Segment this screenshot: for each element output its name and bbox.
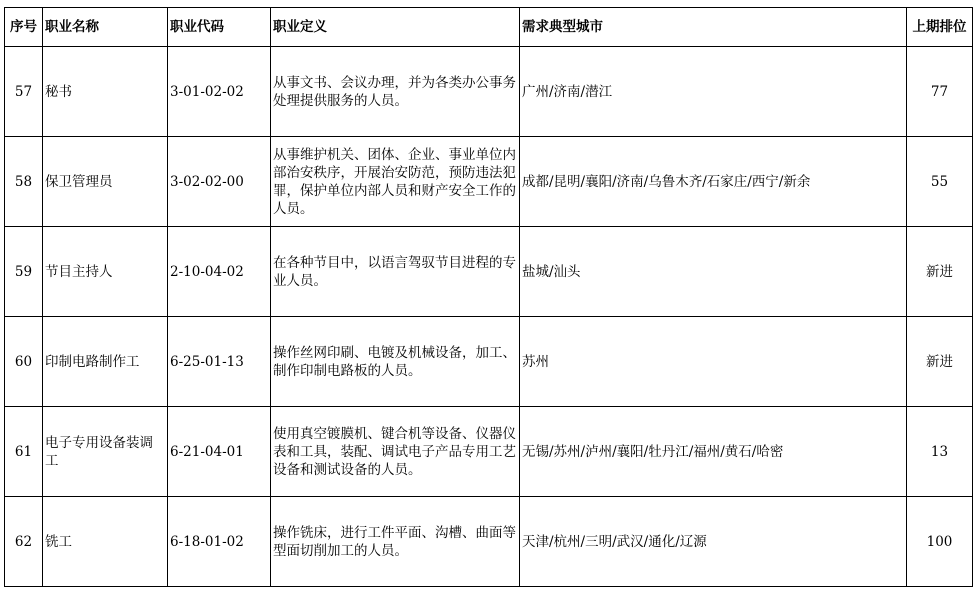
cell-code: 2-10-04-02: [168, 227, 271, 317]
cell-definition: 从事维护机关、团体、企业、事业单位内部治安秩序，开展治安防范，预防违法犯罪，保护单位内部人员和财产安全工作的人员。: [271, 137, 520, 227]
cell-seq: 58: [5, 137, 43, 227]
table-row: [5, 47, 973, 137]
cell-code: 6-18-01-02: [168, 497, 271, 587]
cell-name: 电子专用设备装调工: [43, 407, 168, 497]
header-row: [5, 8, 973, 47]
cell-seq: 61: [5, 407, 43, 497]
cell-cities: 苏州: [520, 317, 907, 407]
cell-definition: 在各种节目中，以语言驾驭节目进程的专业人员。: [271, 227, 520, 317]
cell-name: 印制电路制作工: [43, 317, 168, 407]
cell-code: 6-25-01-13: [168, 317, 271, 407]
table-row: [5, 497, 973, 587]
cell-name: 铣工: [43, 497, 168, 587]
cell-last-rank: 77: [907, 47, 973, 137]
cell-name: 保卫管理员: [43, 137, 168, 227]
header-name: 职业名称: [43, 8, 168, 47]
cell-definition: 从事文书、会议办理，并为各类办公事务处理提供服务的人员。: [271, 47, 520, 137]
cell-code: 3-02-02-00: [168, 137, 271, 227]
cell-last-rank: 55: [907, 137, 973, 227]
cell-seq: 57: [5, 47, 43, 137]
cell-seq: 59: [5, 227, 43, 317]
occupation-table: [4, 7, 973, 587]
cell-last-rank: 13: [907, 407, 973, 497]
table-row: [5, 317, 973, 407]
cell-code: 3-01-02-02: [168, 47, 271, 137]
cell-cities: 成都/昆明/襄阳/济南/乌鲁木齐/石家庄/西宁/新余: [520, 137, 907, 227]
cell-name: 秘书: [43, 47, 168, 137]
header-last-rank: 上期排位: [907, 8, 973, 47]
table-row: [5, 227, 973, 317]
cell-seq: 60: [5, 317, 43, 407]
cell-cities: 无锡/苏州/泸州/襄阳/牡丹江/福州/黄石/哈密: [520, 407, 907, 497]
table-row: [5, 137, 973, 227]
cell-cities: 盐城/汕头: [520, 227, 907, 317]
table-row: [5, 407, 973, 497]
cell-last-rank: 新进: [907, 317, 973, 407]
cell-seq: 62: [5, 497, 43, 587]
cell-cities: 广州/济南/潜江: [520, 47, 907, 137]
cell-definition: 操作铣床，进行工件平面、沟槽、曲面等型面切削加工的人员。: [271, 497, 520, 587]
cell-code: 6-21-04-01: [168, 407, 271, 497]
header-cities: 需求典型城市: [520, 8, 907, 47]
cell-last-rank: 100: [907, 497, 973, 587]
cell-definition: 操作丝网印刷、电镀及机械设备，加工、制作印制电路板的人员。: [271, 317, 520, 407]
header-code: 职业代码: [168, 8, 271, 47]
cell-last-rank: 新进: [907, 227, 973, 317]
cell-name: 节目主持人: [43, 227, 168, 317]
cell-cities: 天津/杭州/三明/武汉/通化/辽源: [520, 497, 907, 587]
header-seq: 序号: [5, 8, 43, 47]
cell-definition: 使用真空镀膜机、键合机等设备、仪器仪表和工具，装配、调试电子产品专用工艺设备和测试设备的人员。: [271, 407, 520, 497]
header-definition: 职业定义: [271, 8, 520, 47]
